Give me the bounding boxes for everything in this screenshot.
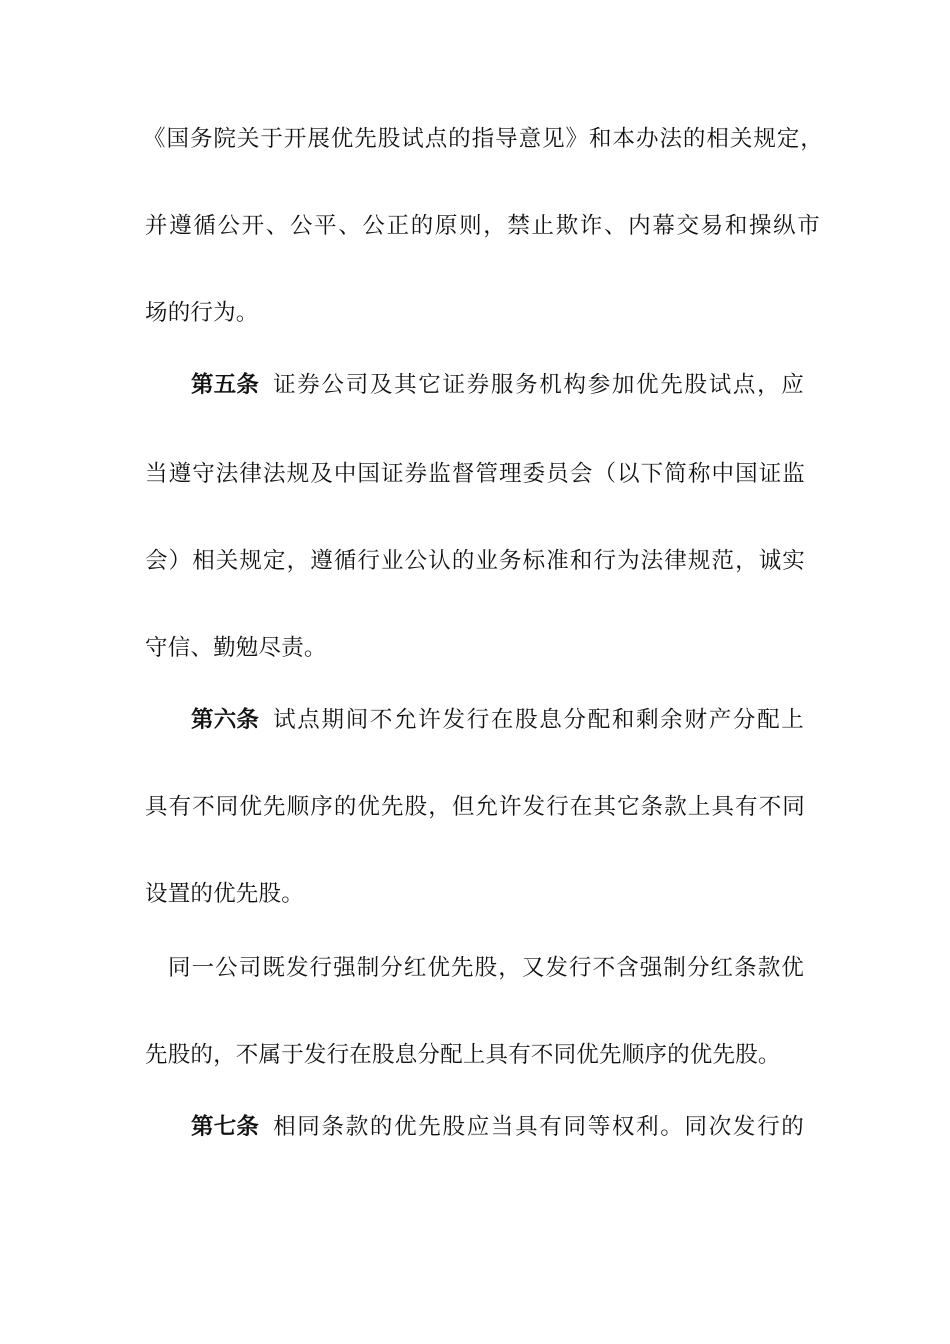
article-heading: 第五条 [191,372,260,398]
paragraph-line: 同一公司既发行强制分红优先股，又发行不含强制分红条款优 [168,955,804,981]
paragraph-text: 证券公司及其它证券服务机构参加优先股试点，应 [273,372,804,398]
paragraph-text: 试点期间不允许发行在股息分配和剩余财产分配上 [273,707,804,733]
article-heading: 第七条 [191,1114,260,1140]
paragraph-line: 守信、勤勉尽责。 [145,635,327,661]
paragraph-line: 会）相关规定，遵循行业公认的业务标准和行为法律规范，诚实 [145,548,805,574]
paragraph-line: 场的行为。 [145,300,259,326]
article-7-first-line [191,1112,804,1142]
paragraph-line: 并遵循公开、公平、公正的原则，禁止欺诈、内幕交易和操纵市 [145,213,820,239]
paragraph-line: 先股的，不属于发行在股息分配上具有不同优先顺序的优先股。 [145,1042,781,1068]
paragraph-line: 具有不同优先顺序的优先股，但允许发行在其它条款上具有不同 [145,794,805,820]
paragraph-line: 设置的优先股。 [145,881,304,907]
paragraph-line: 当遵守法律法规及中国证券监督管理委员会（以下简称中国证监 [145,461,805,487]
article-6-first-line [191,705,804,735]
paragraph-text: 相同条款的优先股应当具有同等权利。同次发行的 [273,1114,804,1140]
article-5-first-line [191,370,804,400]
article-heading: 第六条 [191,707,260,733]
paragraph-line: 《国务院关于开展优先股试点的指导意见》和本办法的相关规定， [143,126,823,152]
